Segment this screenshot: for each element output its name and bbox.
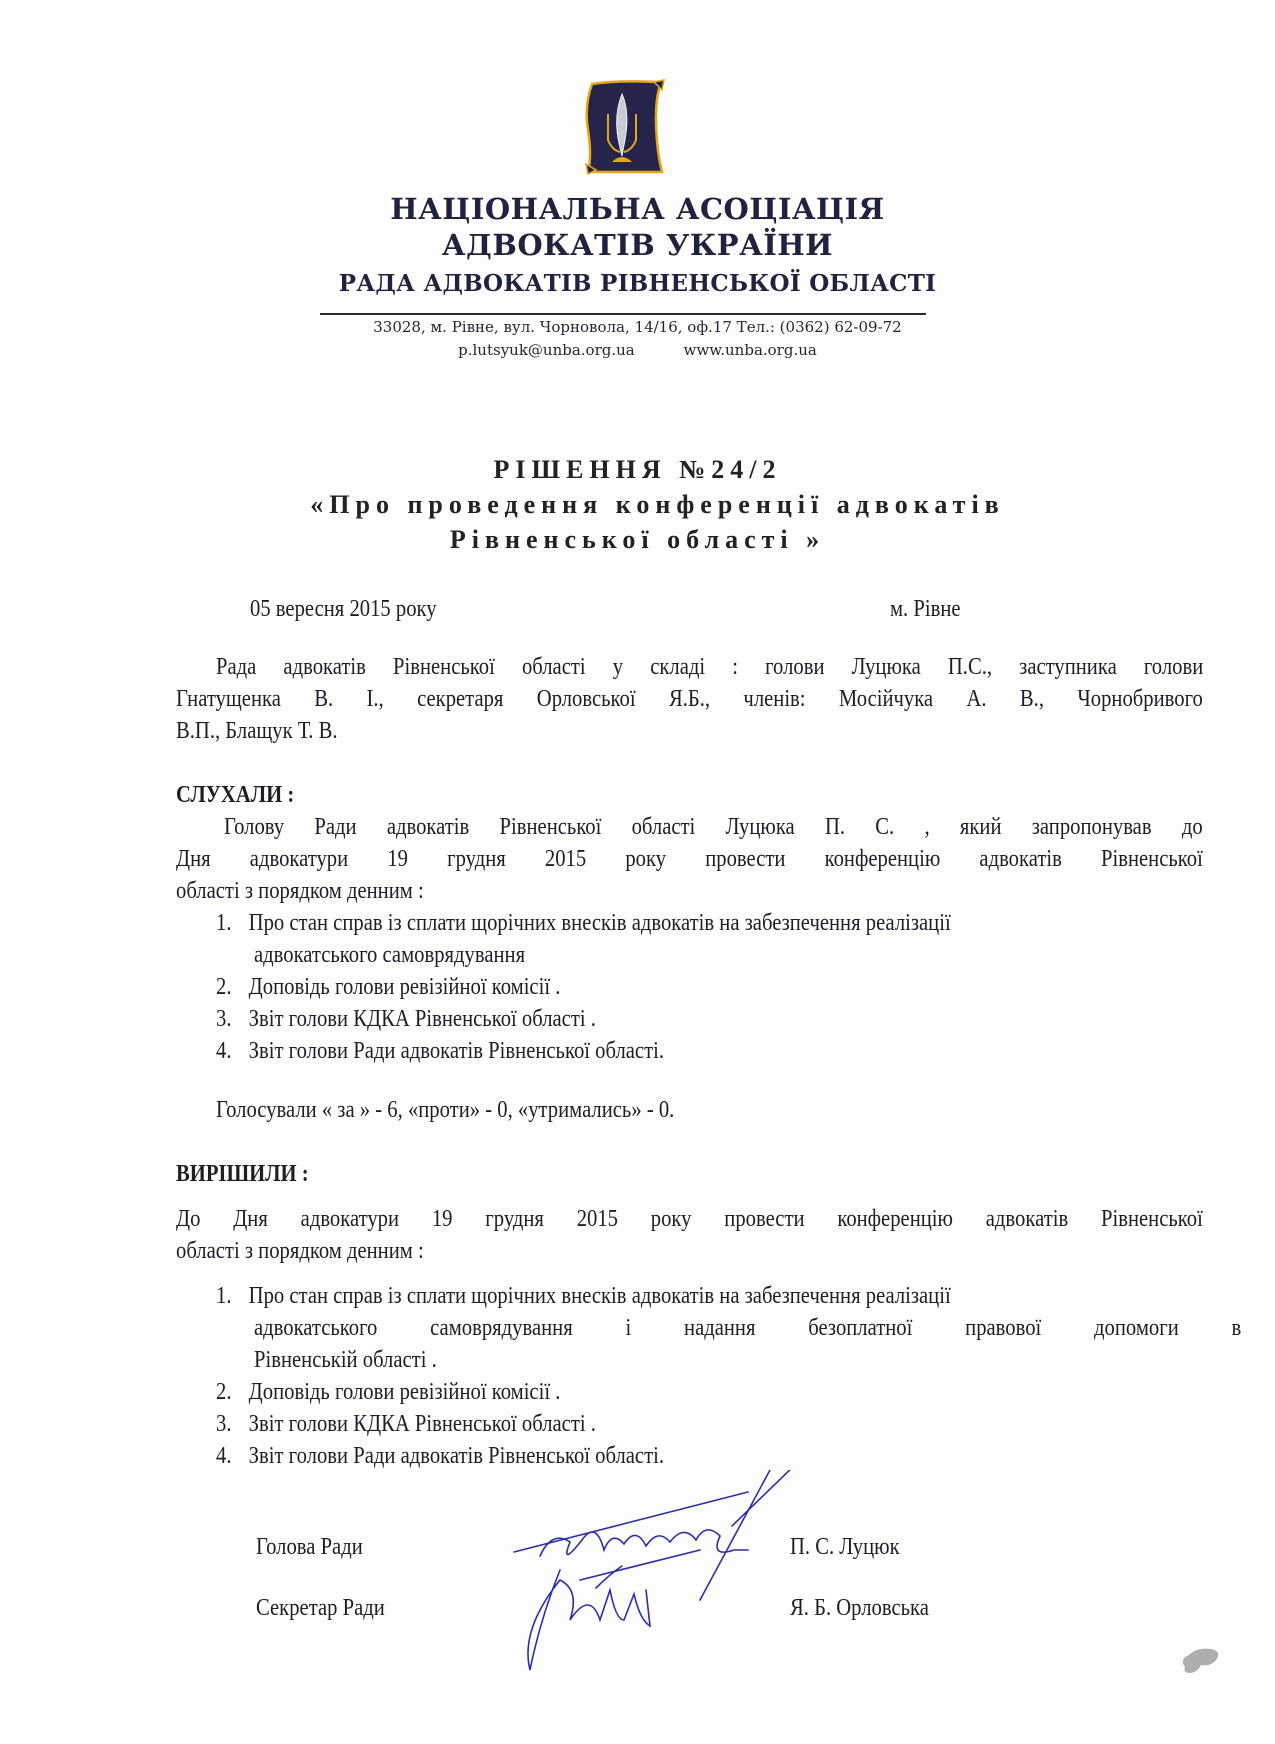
decision-city: м. Рівне [890, 596, 961, 622]
decided-item-1-cont: адвокатського самоврядування і надання безоплатної правової допомоги в [254, 1315, 1242, 1341]
decided-line1: До Дня адвокатури 19 грудня 2015 року провести конференцію адвокатів Рівненської [176, 1206, 1203, 1232]
heard-heading: СЛУХАЛИ : [176, 782, 295, 808]
decision-title: РІШЕННЯ №24/2 [493, 455, 782, 484]
heard-item-3: 3. Звіт голови КДКА Рівненської області . [216, 1006, 596, 1032]
org-website: www.unba.org.ua [683, 341, 817, 359]
decided-item-3: 3. Звіт голови КДКА Рівненської області . [216, 1411, 596, 1437]
decision-subtitle-line1: «Про проведення конференції адвокатів [310, 490, 1005, 519]
letterhead-divider [320, 313, 926, 315]
heard-item-2: 2. Доповідь голови ревізійної комісії . [216, 974, 561, 1000]
signatory-name-chair: П. С. Луцюк [790, 1534, 900, 1560]
decision-subtitle-line2: Рівненської області » [449, 525, 826, 554]
composition-line2: Гнатущенка В. І., секретаря Орловської Я.Б., членів: Мосійчука А. В., Чорнобривого [176, 686, 1203, 712]
org-name-line1: НАЦІОНАЛЬНА АСОЦІАЦІЯ [390, 192, 885, 226]
heard-line2: Дня адвокатури 19 грудня 2015 року провести конференцію адвокатів Рівненської [176, 846, 1203, 872]
heard-line1: Голову Ради адвокатів Рівненської області Луцюка П. С. , який запропонував до [224, 814, 1203, 840]
org-address: 33028, м. Рівне, вул. Чорновола, 14/16, оф.17 Тел.: (0362) 62-09-72 [373, 318, 902, 336]
heard-item-1: 1. Про стан справ із сплати щорічних внесків адвокатів на забезпечення реалізації [216, 910, 951, 936]
composition-line1: Рада адвокатів Рівненської області у складі : голови Луцюка П.С., заступника голови [216, 654, 1204, 680]
org-council-name: РАДА АДВОКАТІВ РІВНЕНСЬКОЇ ОБЛАСТІ [338, 270, 937, 297]
vote-result: Голосували « за » - 6, «проти» - 0, «утримались» - 0. [216, 1097, 675, 1123]
decision-date: 05 вересня 2015 року [250, 596, 437, 622]
handwritten-signatures [500, 1470, 840, 1680]
decided-line2: області з порядком денним : [176, 1238, 424, 1264]
org-contacts [0, 341, 1275, 359]
heard-item-4: 4. Звіт голови Ради адвокатів Рівненської області. [216, 1038, 665, 1064]
heard-line3: області з порядком денним : [176, 878, 424, 904]
decided-item-1: 1. Про стан справ із сплати щорічних внесків адвокатів на забезпечення реалізації [216, 1283, 951, 1309]
composition-line3: В.П., Блащук Т. В. [176, 718, 338, 744]
signatory-name-secretary: Я. Б. Орловська [790, 1595, 929, 1621]
org-name-line2: АДВОКАТІВ УКРАЇНИ [441, 228, 834, 262]
decided-heading: ВИРІШИЛИ : [176, 1161, 309, 1187]
ink-stain-mark [1175, 1645, 1225, 1677]
org-email: p.lutsyuk@unba.org.ua [458, 341, 635, 359]
decided-item-1-cont2: Рівненській області . [254, 1347, 437, 1373]
signatory-role-secretary: Секретар Ради [256, 1595, 385, 1621]
decided-item-4: 4. Звіт голови Ради адвокатів Рівненської області. [216, 1443, 665, 1469]
heard-item-1-cont: адвокатського самоврядування [254, 942, 526, 968]
logo-scroll-quill-icon [578, 78, 666, 176]
signatory-role-chair: Голова Ради [256, 1534, 363, 1560]
decided-item-2: 2. Доповідь голови ревізійної комісії . [216, 1379, 561, 1405]
